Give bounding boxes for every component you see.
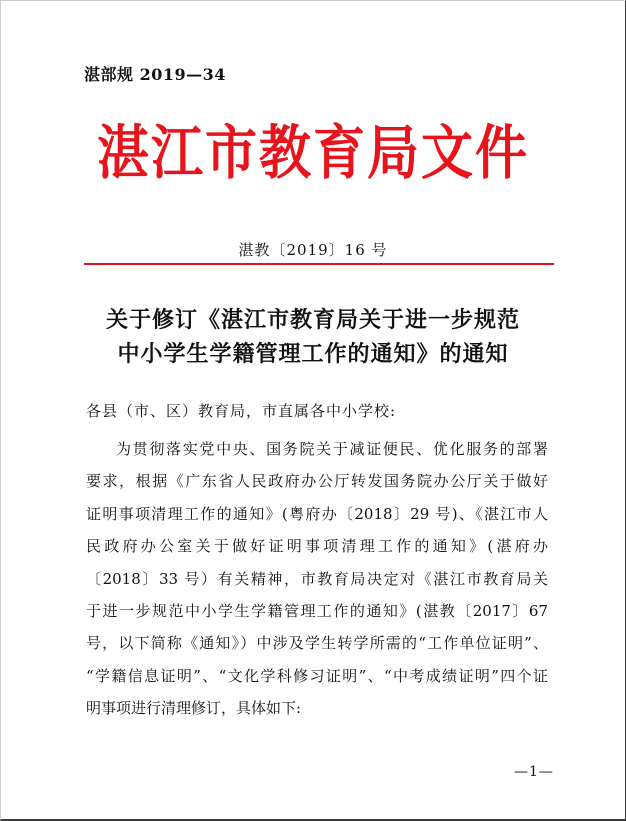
body-line: “学籍信息证明”、“文化学科修习证明”、“中考成绩证明”四个证	[86, 666, 548, 685]
red-divider-rule	[84, 263, 554, 265]
notice-title	[0, 303, 626, 371]
masthead-title: 湛江市教育局文件	[96, 119, 529, 188]
document-number: 湛教〔2019〕16 号	[238, 241, 388, 259]
notice-title-line: 中小学生学籍管理工作的通知》的通知	[117, 341, 509, 367]
notice-title-line: 关于修订《湛江市教育局关于进一步规范	[105, 307, 520, 333]
document-code: 湛部规 2019—34	[84, 65, 226, 84]
body-line: 要求，根据《广东省人民政府办公厅转发国务院办公厅关于做好	[86, 472, 548, 491]
body-line: 为贯彻落实党中央、国务院关于减证便民、优化服务的部署	[116, 440, 548, 458]
body-line: 明事项进行清理修订，具体如下:	[86, 699, 302, 718]
body-paragraph	[86, 433, 548, 725]
body-line: 号，以下简称《通知》）中涉及学生转学所需的“工作单位证明”、	[86, 634, 548, 653]
body-line: 民政府办公室关于做好证明事项清理工作的通知》(湛府办	[86, 537, 548, 556]
page-number: —1—	[514, 764, 554, 780]
body-line: 于进一步规范中小学生学籍管理工作的通知》(湛教〔2017〕67	[86, 601, 548, 620]
salutation: 各县（市、区）教育局，市直属各中小学校:	[86, 402, 397, 420]
body-line: 〔2018〕33 号）有关精神，市教育局决定对《湛江市教育局关	[86, 569, 548, 588]
body-line: 证明事项清理工作的通知》(粤府办〔2018〕29 号)、《湛江市人	[86, 504, 548, 523]
